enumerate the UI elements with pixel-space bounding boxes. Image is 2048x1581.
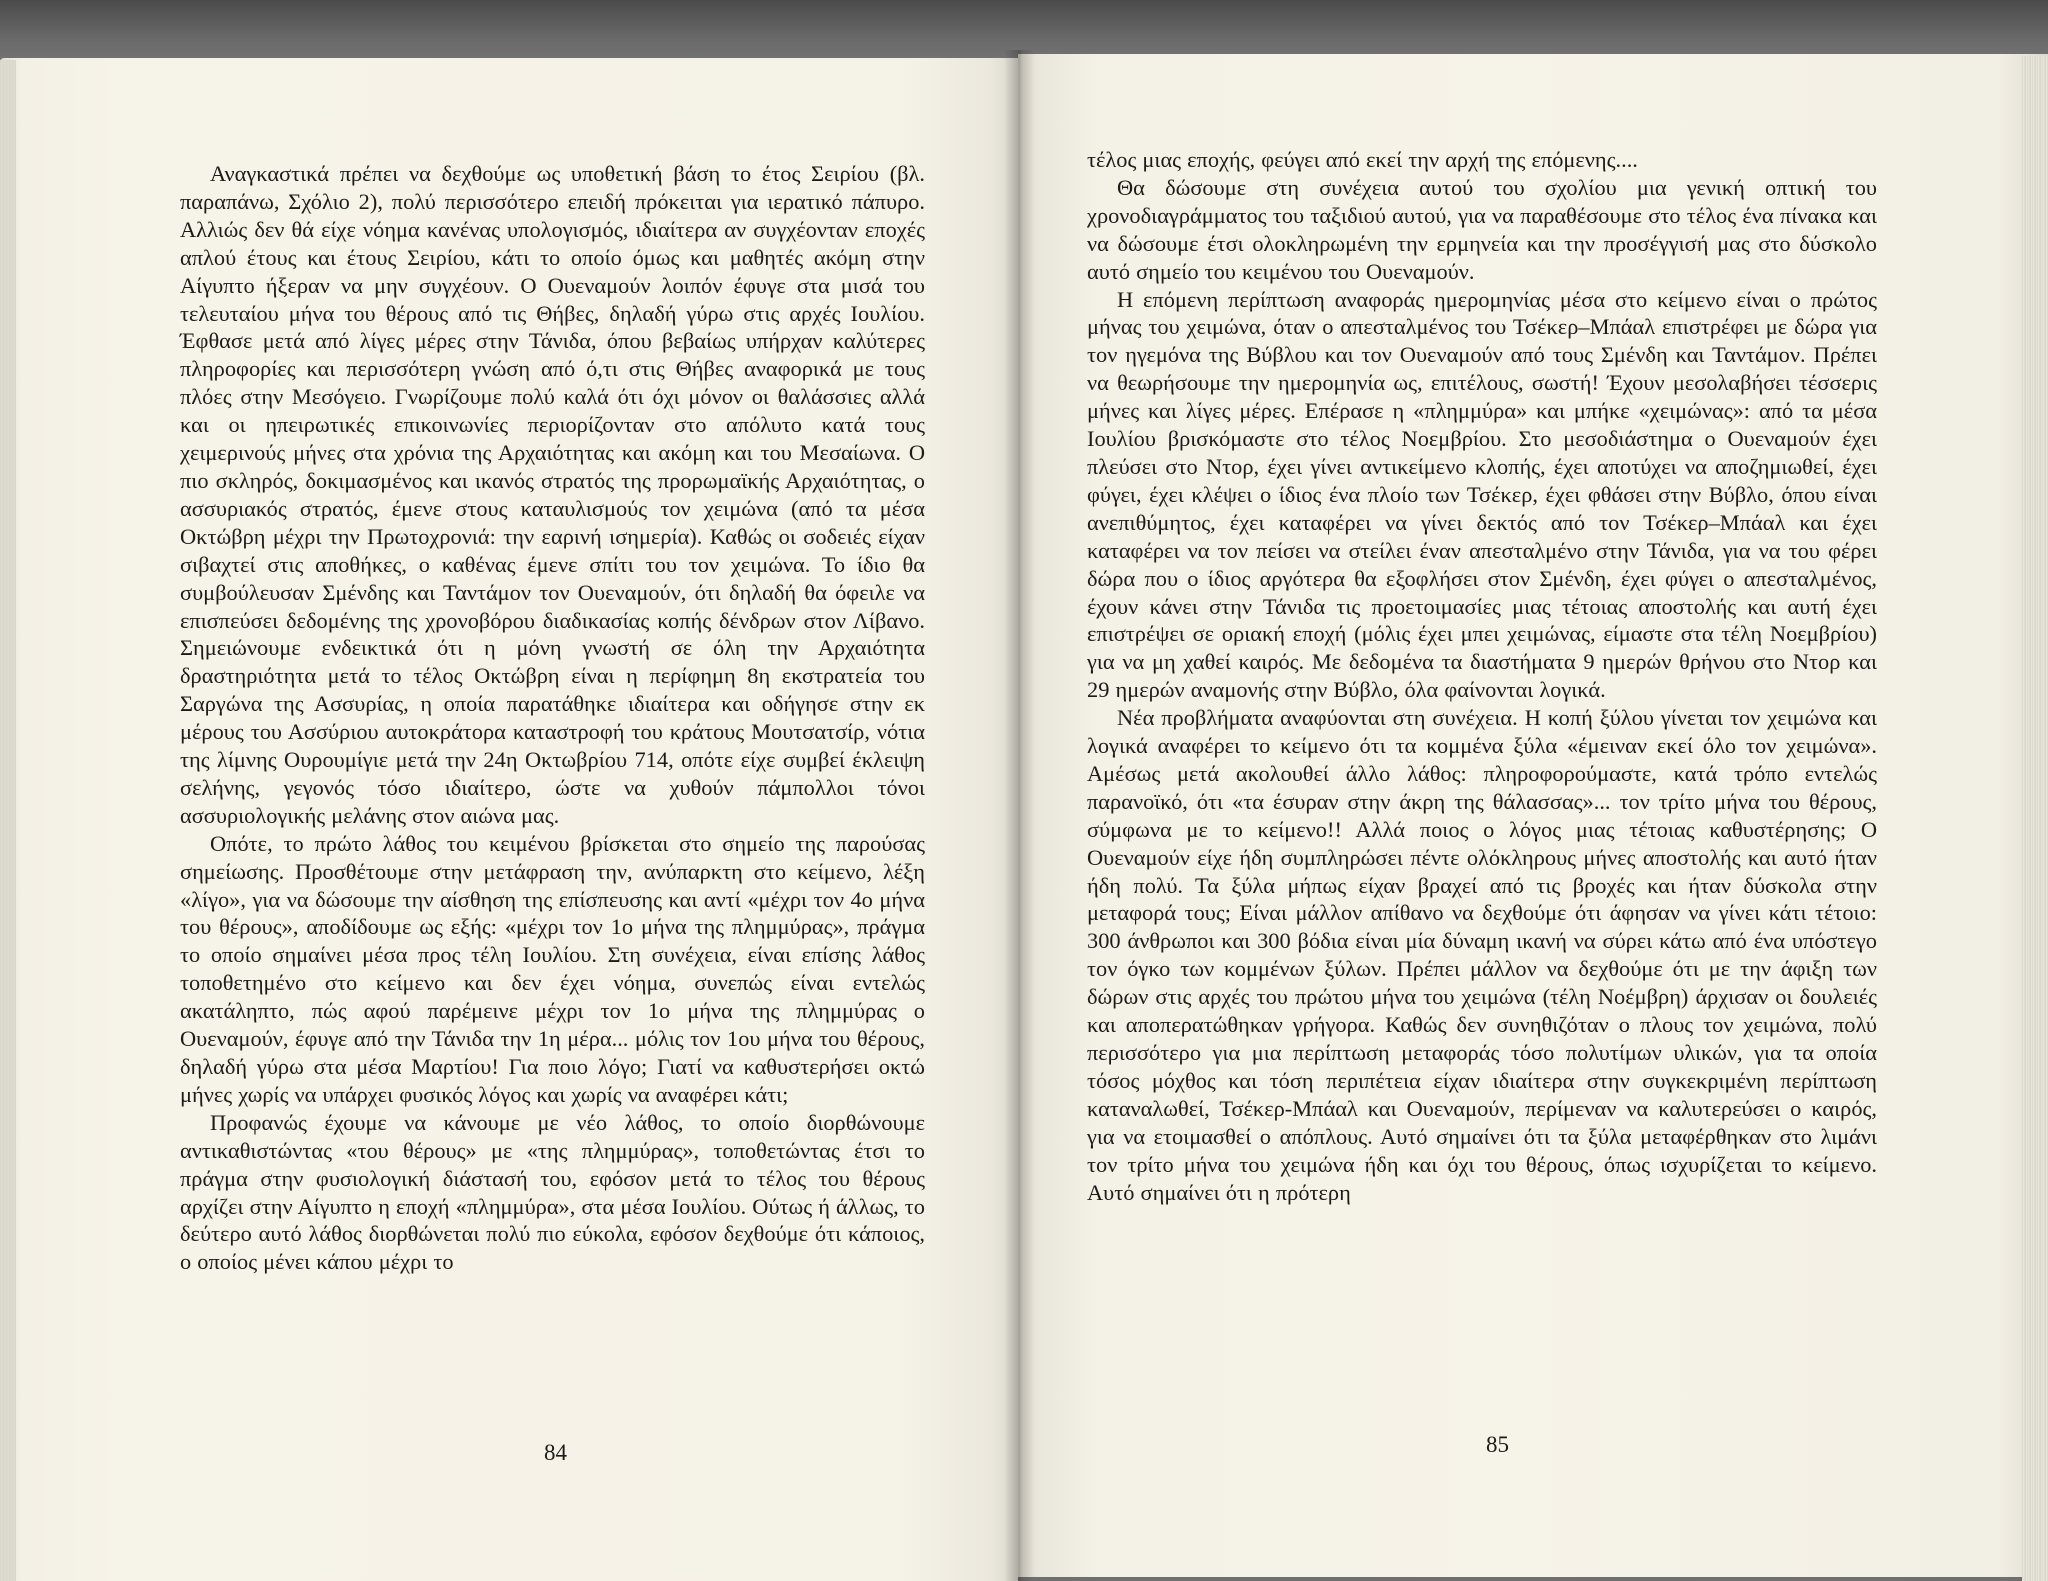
page-number-left: 84 (544, 1440, 567, 1465)
page-number-right: 85 (1486, 1432, 1509, 1457)
paragraph: Οπότε, το πρώτο λάθος του κειμένου βρίσκεται στο σημείο της παρούσας σημείωσης. Προσθέτουμε στην μετάφραση την, ανύπαρκτη στο κείμενο, λέξη «λίγο», για να δώσουμε την αίσθηση της επίσπευσης και αντί «μέχρι τον 4ο μήνα του θέρους», αποδίδουμε ως εξής: «μέχρι τον 1ο μήνα της πλημμύρας», πράγμα το οποίο σημαίνει μέσα προς τέλη Ιουλίου. Στη συνέχεια, είναι επίσης λάθος τοποθετημένο στο κείμενο και δεν έχει νόημα, συνεπώς είναι εντελώς ακατάληπτο, πώς αφού παρέμεινε μέχρι τον 1ο μήνα της πλημμύρας ο Ουεναμούν, έφυγε από την Τάνιδα την 1η μέρα... μόλις τον 1ου μήνα του θέρους, δηλαδή γύρω στα μέσα Μαρτίου! Για ποιο λόγο; Γιατί να καθυστερήσει οκτώ μήνες χωρίς να υπάρχει φυσικός λόγος και χωρίς να αναφέρει κάτι; (180, 830, 925, 1107)
right-page-text (1087, 146, 1877, 1206)
left-page-text (180, 160, 925, 1276)
paragraph: τέλος μιας εποχής, φεύγει από εκεί την αρχή της επόμενης.... (1087, 147, 1638, 172)
paragraph: Προφανώς έχουμε να κάνουμε με νέο λάθος, το οποίο διορθώνουμε αντικαθιστώντας «του θέρους» με «της πλημμύρας», τοποθετώντας έτσι το πράγμα στην φυσιολογική διάστασή του, εφόσον μετά το τέλος του θέρους αρχίζει στην Αίγυπτο η εποχή «πλημμύρα», στα μέσα Ιουλίου. Ούτως ή άλλως, το δεύτερο αυτό λάθος διορθώνεται πολύ πιο εύκολα, εφόσον δεχθούμε ότι κάποιος, ο οποίος μένει κάπου μέχρι το (180, 1109, 925, 1275)
paragraph: Αναγκαστικά πρέπει να δεχθούμε ως υποθετική βάση το έτος Σειρίου (βλ. παραπάνω, Σχόλιο 2), πολύ περισσότερο επειδή πρόκειται για ιερατικό πάπυρο. Αλλιώς δεν θά είχε νόημα κανένας υπολογισμός, ιδιαίτερα αν συγχέονταν εποχές απλού έτους και έτους Σειρίου, κάτι το οποίο όμως και μαθητές ακόμη στην Αίγυπτο ήξεραν να μην συγχέουν. Ο Ουεναμούν λοιπόν έφυγε στα μισά του τελευταίου μήνα του θέρους από τις Θήβες, δηλαδή γύρω στις αρχές Ιουλίου. Έφθασε μετά από λίγες μέρες στην Τάνιδα, όπου βεβαίως υπήρχαν καλύτερες πληροφορίες και περισσότερη γνώση από ό,τι στις Θήβες αναφορικά με τους πλόες στην Μεσόγειο. Γνωρίζουμε πολύ καλά ότι όχι μόνον οι θαλάσσιες αλλά και οι ηπειρωτικές επικοινωνίες περιορίζονταν στο απόλυτο κατά τους χειμερινούς μήνες στα χρόνια της Αρχαιότητας και ακόμη και του Μεσαίωνα. Ο πιο σκληρός, δοκιμασμένος και ικανός στρατός της προρωμαϊκής Αρχαιότητας, ο ασσυριακός στρατός, έμενε στους καταυλισμούς τον χειμώνα (από τα μέσα Οκτώβρη μέχρι την Πρωτοχρονιά: την εαρινή ισημερία). Καθώς οι σοδειές είχαν σιβαχτεί στις αποθήκες, ο καθένας έμενε σπίτι του τον χειμώνα. Το ίδιο θα συμβούλευσαν Σμένδης και Ταντάμον τον Ουεναμούν, ότι δηλαδή θα όφειλε να επισπεύσει δεδομένης της χρονοβόρου διαδικασίας κοπής δένδρων στον Λίβανο. Σημειώνουμε ενδεικτικά ότι η μόνη γνωστή σε όλη την Αρχαιότητα δραστηριότητα μετά το τέλος Οκτώβρη είναι η περίφημη 8η εκστρατεία του Σαργώνα της Ασσυρίας, η οποία παρατάθηκε ιδιαίτερα και οδήγησε στην εκ μέρους του Ασσύριου αυτοκράτορα καταστροφή του κράτους Μουτσατσίρ, νότια της λίμνης Ουρουμίγιε μετά την 24η Οκτωβρίου 714, οπότε είχε συμβεί έκλειψη σελήνης, γεγονός τόσο ιδιαίτερο, ώστε να χυθούν πάμπολλοι τόνοι ασσυριολογικής μελάνης στον αιώνα μας. (180, 161, 925, 828)
paragraph: Η επόμενη περίπτωση αναφοράς ημερομηνίας μέσα στο κείμενο είναι ο πρώτος μήνας του χειμώνα, όταν ο απεσταλμένος του Τσέκερ–Μπάαλ επιστρέφει με δώρα για τον ηγεμόνα της Βύβλου και τον Ουεναμούν από τους Σμένδη και Ταντάμον. Πρέπει να θεωρήσουμε την ημερομηνία ως, επιτέλους, σωστή! Έχουν μεσολαβήσει τέσσερις μήνες και λίγες μέρες. Επέρασε η «πλημμύρα» και μπήκε «χειμώνας»: από τα μέσα Ιουλίου βρισκόμαστε στο τέλος Νοεμβρίου. Στο μεσοδιάστημα ο Ουεναμούν έχει πλεύσει στο Ντορ, έχει γίνει αντικείμενο κλοπής, έχει αποτύχει να αποζημιωθεί, έχει φύγει, έχει κλέψει ο ίδιος ένα πλοίο των Τσέκερ, έχει φθάσει στην Βύβλο, όπου είναι ανεπιθύμητος, έχει καταφέρει να γίνει δεκτός από τον Τσέκερ–Μπάαλ και έχει καταφέρει να τον πείσει να στείλει έναν απεσταλμένο στην Τάνιδα, για να του φέρει δώρα που ο ίδιος αργότερα θα εξοφλήσει στον Σμένδη, έχει φύγει ο απεσταλμένος, έχουν κάνει στην Τάνιδα τις προετοιμασίες μιας τέτοιας αποστολής και αυτή έχει επιστρέψει σε οριακή εποχή (μόλις έχει μπει χειμώνας, είμαστε στα τέλη Νοεμβρίου) για να μη χαθεί καιρός. Με δεδομένα τα διαστήματα 9 ημερών θρήνου στο Ντορ και 29 ημερών αναμονής στην Βύβλο, όλα φαίνονται λογικά. (1087, 286, 1877, 703)
paragraph: Θα δώσουμε στη συνέχεια αυτού του σχολίου μια γενική οπτική του χρονοδιαγράμματος του ταξιδιού αυτού, για να παραθέσουμε στο τέλος ένα πίνακα και να δώσουμε έτσι ολοκληρωμένη την ερμηνεία και την προσέγγισή μας στο δύσκολο αυτό σημείο του κειμένου του Ουεναμούν. (1087, 174, 1877, 284)
paragraph: Νέα προβλήματα αναφύονται στη συνέχεια. Η κοπή ξύλου γίνεται τον χειμώνα και λογικά αναφέρει το κείμενο ότι τα κομμένα ξύλα «έμειναν εκεί όλο τον χειμώνα». Αμέσως μετά ακολουθεί άλλο λάθος: πληροφορούμαστε, κατά τρόπο εντελώς παρανοϊκό, ότι «τα έσυραν στην άκρη της θάλασσας»... τον τρίτο μήνα του θέρους, σύμφωνα με το κείμενο!! Αλλά ποιος ο λόγος μιας τέτοιας καθυστέρησης; Ο Ουεναμούν είχε ήδη συμπληρώσει πέντε ολόκληρους μήνες αποστολής και αυτό ήταν ήδη πολύ. Τα ξύλα μήπως είχαν βραχεί από τις βροχές και ήταν δύσκολα στην μεταφορά τους; Είναι μάλλον απίθανο να δεχθούμε ότι άφησαν να γίνει κάτι τέτοιο: 300 άνθρωποι και 300 βόδια είναι μία δύναμη ικανή να σύρει κάτω από ένα υπόστεγο τον όγκο των κομμένων ξύλων. Πρέπει μάλλον να δεχθούμε ότι με την άφιξη των δώρων στις αρχές του πρώτου μήνα του χειμώνα (τέλη Νοέμβρη) άρχισαν οι δουλειές και αποπερατώθηκαν γρήγορα. Καθώς δεν συνηθιζόταν ο πλους τον χειμώνα, πολύ περισσότερο για μια περίπτωση μεταφοράς τόσο πολυτίμων υλικών, για τα οποία τόσος μόχθος και τόση περιπέτεια είχαν ιδιαίτερα στην συγκεκριμένη περίπτωση καταναλωθεί, Τσέκερ-Μπάαλ και Ουεναμούν, περίμεναν να καλυτερεύσει ο καιρός, για να ετοιμασθεί ο απόπλους. Αυτό σημαίνει ότι τα ξύλα μεταφέρθηκαν στο λιμάνι τον τρίτο μήνα του χειμώνα ήδη και όχι του θέρους, όπως ισχυρίζεται το κείμενο. Αυτό σημαίνει ότι η πρότερη (1087, 705, 1877, 1205)
left-page-edges (0, 60, 16, 1581)
right-page-edges (2022, 56, 2048, 1581)
